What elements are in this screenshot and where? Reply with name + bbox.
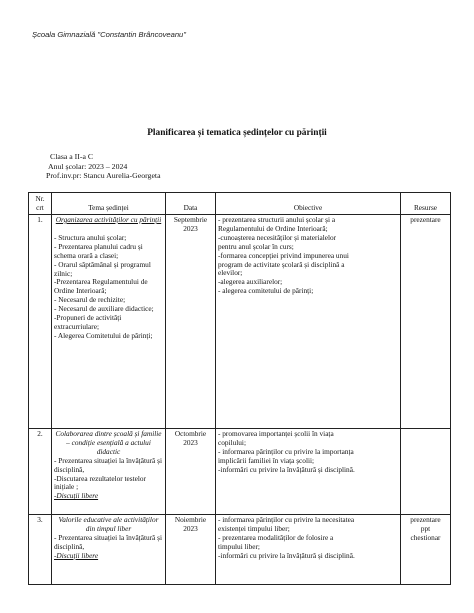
topic-item: -Prezentarea Regulamentului de Ordine Interioară; bbox=[54, 277, 148, 296]
objective-line: -alegerea auxiliarelor; bbox=[218, 277, 283, 287]
table-row bbox=[29, 515, 451, 585]
objective-line: - alegerea comitetului de părinți; bbox=[218, 286, 314, 296]
topic-item: - Orarul săptămânal și programul zilnic; bbox=[54, 259, 151, 278]
header-resources: Resurse bbox=[401, 193, 451, 215]
row-number: 3. bbox=[29, 515, 52, 585]
topic-item: -Propuneri de activități extracurriulare; bbox=[54, 313, 122, 331]
objectives-cell bbox=[216, 215, 401, 429]
header-date: Data bbox=[166, 193, 216, 215]
topic-item: - Alegerea Comitetului de părinți; bbox=[54, 330, 153, 340]
topic-title: Organizarea activităților cu părinții bbox=[55, 215, 162, 224]
class-line: Clasa a II-a C bbox=[50, 152, 94, 161]
objective-line: pentru anul școlar în curs; bbox=[218, 241, 294, 251]
objective-line: timpului liber; bbox=[218, 541, 260, 551]
objective-line: copilului; bbox=[218, 437, 246, 447]
objective-line: -cunoașterea necesităților și materialelor bbox=[218, 232, 337, 242]
objective-line: - prezentarea modalităților de folosire a bbox=[218, 532, 334, 542]
date-year: 2023 bbox=[183, 437, 198, 447]
objective-line: Regulamentului de Ordine Interioară; bbox=[218, 223, 328, 233]
header-nr: Nr. crt bbox=[29, 193, 52, 215]
table-row bbox=[29, 429, 451, 515]
meetings-table bbox=[28, 192, 451, 585]
table-row bbox=[29, 215, 451, 429]
topic-item: - Prezentarea situației la învățătură și disciplină, bbox=[54, 455, 162, 474]
date-year: 2023 bbox=[183, 223, 198, 233]
row-number: 2. bbox=[29, 429, 52, 515]
topic-item: - Prezentarea planului cadru și schema orară a clasei; bbox=[54, 241, 143, 260]
date-month: Noiembrie bbox=[174, 515, 207, 524]
resources-cell bbox=[401, 429, 451, 515]
school-name: Școala Gimnazială "Constantin Brâncoveanu" bbox=[32, 30, 186, 39]
header-objectives: Obiective bbox=[216, 193, 401, 215]
topic-item: -Discuții libere bbox=[54, 550, 99, 560]
objective-line: - informarea părinților cu privire la importanța bbox=[218, 446, 354, 456]
objective-line: - prezentarea structurii anului școlar și a bbox=[218, 215, 336, 224]
objectives-cell bbox=[216, 429, 401, 515]
objective-line: program de activitate școlară și disciplină a bbox=[218, 259, 345, 269]
topic-item: - Necesarul de auxiliare didactice; bbox=[54, 304, 154, 314]
resource-item: chestionar bbox=[410, 532, 441, 542]
topic-item: - Prezentarea situației la învățătură și disciplină, bbox=[54, 532, 162, 551]
topic-cell bbox=[52, 515, 166, 585]
date-year: 2023 bbox=[183, 523, 198, 533]
date-cell bbox=[166, 215, 216, 429]
date-month: Septembrie bbox=[173, 215, 208, 224]
resource-item: ppt bbox=[420, 523, 431, 533]
topic-item: -Discuții libere bbox=[54, 491, 99, 501]
date-cell bbox=[166, 515, 216, 585]
resources-cell bbox=[401, 515, 451, 585]
resources-cell bbox=[401, 215, 451, 429]
topic-item: - Necesarul de rechizite; bbox=[54, 295, 126, 305]
objective-line: -formarea concepției privind impunerea unui bbox=[218, 250, 349, 260]
objective-line: -informări cu privire la învățătură și disciplină. bbox=[218, 550, 355, 560]
date-month: Octombrie bbox=[174, 429, 207, 438]
row-number: 1. bbox=[29, 215, 52, 429]
topic-cell bbox=[52, 429, 166, 515]
teacher-line: Prof.inv.pr: Stancu Aurelia-Georgeta bbox=[46, 171, 161, 181]
school-year-line: Anul școlar: 2023 – 2024 bbox=[48, 161, 128, 171]
objective-line: -informări cu privire la învățătură și disciplină. bbox=[218, 464, 355, 474]
date-cell bbox=[166, 429, 216, 515]
table-header-row bbox=[29, 193, 451, 215]
objective-line: existenței timpului liber; bbox=[218, 523, 290, 533]
resource-item: prezentare bbox=[410, 215, 441, 224]
document-title: Planificarea și tematica ședințelor cu părinții bbox=[147, 128, 327, 138]
objectives-cell bbox=[216, 515, 401, 585]
objective-line: - informarea părinților cu privire la necesitatea bbox=[218, 515, 355, 524]
document-meta bbox=[46, 152, 161, 181]
topic-title: Valorile educative ale activităților din timpul liber bbox=[58, 515, 159, 533]
objective-line: - promovarea importanței școlii în viața bbox=[218, 429, 334, 438]
topic-title: Colaborarea dintre școală și familie – condiție esențială a actului didactic bbox=[55, 429, 162, 456]
topic-item: -Discutarea rezultatelor testelor inițiale ; bbox=[54, 473, 146, 492]
objective-line: elevilor; bbox=[218, 268, 243, 278]
topic-cell bbox=[52, 215, 166, 429]
objective-line: implicării familiei în viața școlii; bbox=[218, 455, 315, 465]
resource-item: prezentare bbox=[410, 515, 441, 524]
topic-item: - Structura anului școlar; bbox=[54, 232, 127, 242]
header-topic: Tema ședinței bbox=[52, 193, 166, 215]
